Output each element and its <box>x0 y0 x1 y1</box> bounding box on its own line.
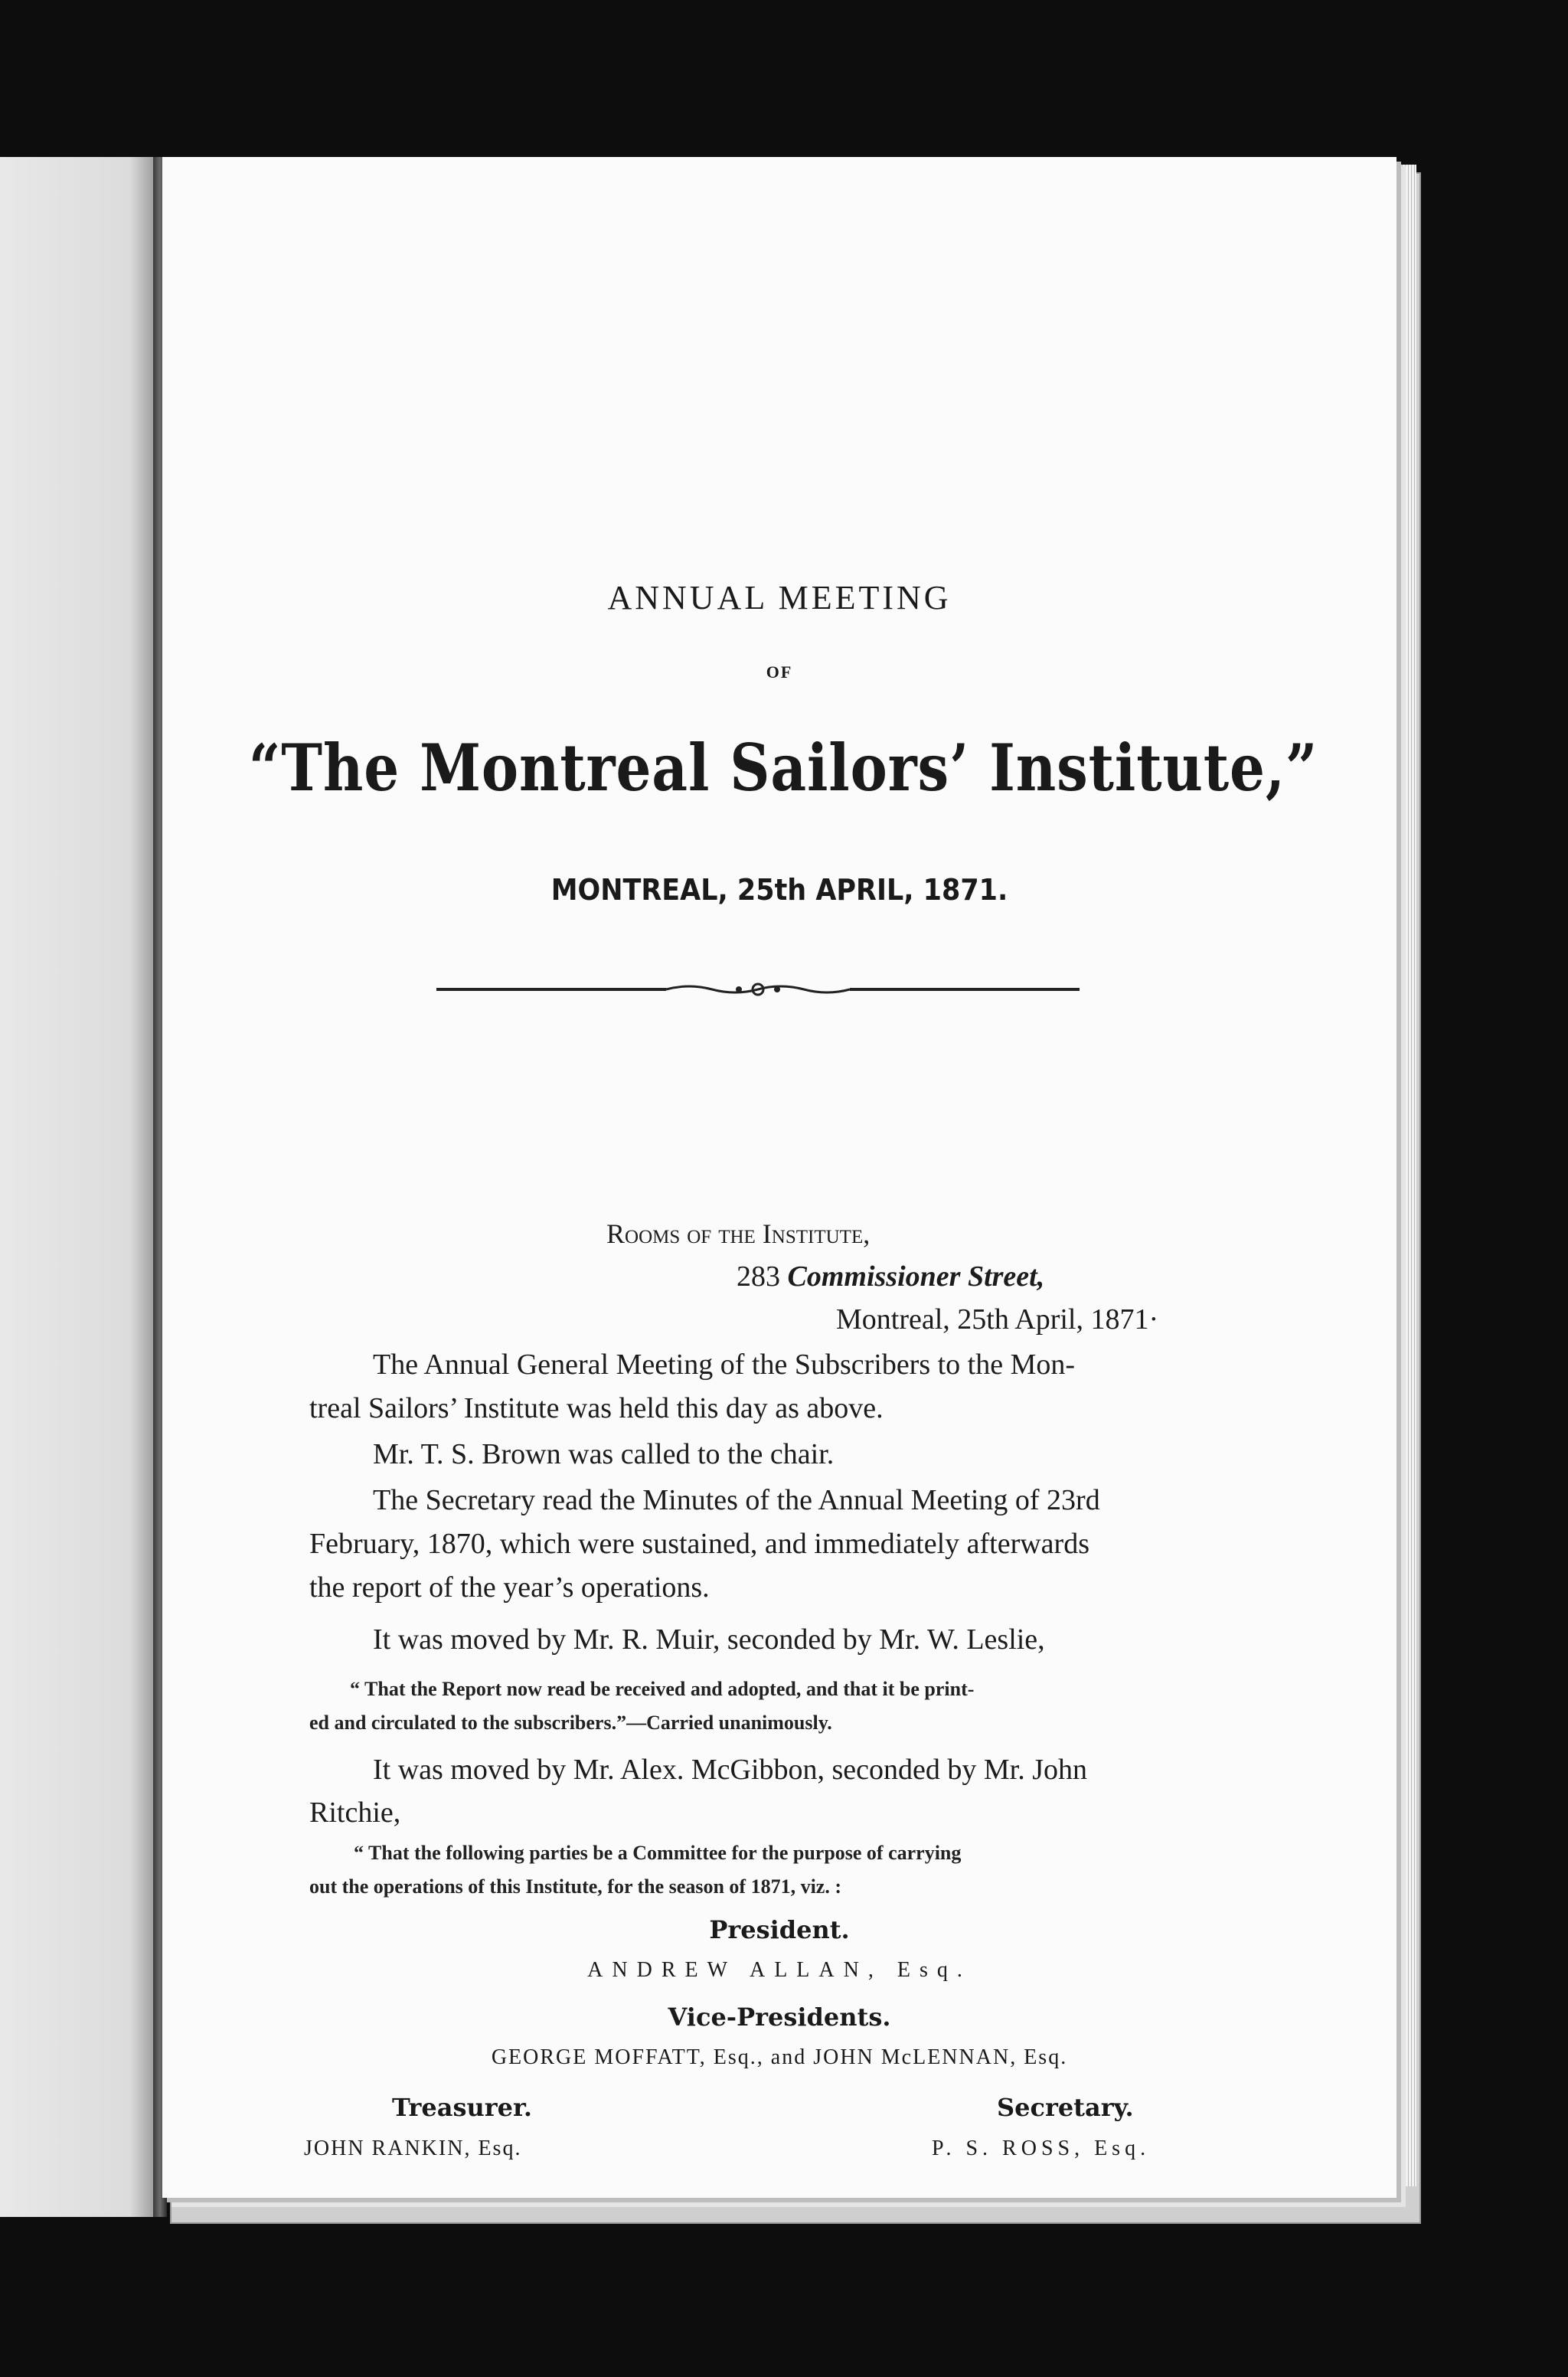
paragraph-1-line-2: treal Sailors’ Institute was held this day as above. <box>309 1392 884 1424</box>
address-line-3: Montreal, 25th April, 1871· <box>836 1303 1159 1336</box>
title-of: OF <box>766 662 793 682</box>
dateline: MONTREAL, 25th APRIL, 1871. <box>550 873 1008 907</box>
paragraph-5-line-1: It was moved by Mr. Alex. McGibbon, seconded by Mr. John <box>373 1754 1088 1786</box>
vice-presidents-heading: Vice-Presidents. <box>668 2003 891 2032</box>
paragraph-3-line-3: the report of the year’s operations. <box>309 1571 710 1604</box>
paragraph-3-line-1: The Secretary read the Minutes of the Annual Meeting of 23rd <box>373 1484 1100 1516</box>
paragraph-2: Mr. T. S. Brown was called to the chair. <box>373 1438 835 1470</box>
paragraph-4: It was moved by Mr. R. Muir, seconded by Mr. W. Leslie, <box>373 1623 1045 1656</box>
treasurer-heading: Treasurer. <box>392 2093 532 2122</box>
page-edges <box>1396 165 1416 2186</box>
quote-1-line-1: “ That the Report now read be received and adopted, and that it be print- <box>350 1678 975 1700</box>
address-street: Commissioner Street, <box>787 1260 1045 1293</box>
ornamental-rule-icon <box>436 982 1080 997</box>
president-name: ANDREW ALLAN, Esq. <box>587 1958 972 1982</box>
document-page <box>162 157 1396 2198</box>
paragraph-5-line-2: Ritchie, <box>309 1797 401 1829</box>
treasurer-name: JOHN RANKIN, Esq. <box>304 2137 522 2160</box>
institute-title: “The Montreal Sailors’ Institute,” <box>248 730 1318 806</box>
address-line-1: Rooms of the Institute, <box>606 1218 871 1249</box>
president-heading: President. <box>709 1915 850 1944</box>
vice-presidents-names: GEORGE MOFFATT, Esq., and JOHN McLENNAN, Esq. <box>491 2045 1068 2069</box>
secretary-heading: Secretary. <box>997 2093 1134 2122</box>
quote-2-line-1: “ That the following parties be a Committee for the purpose of carrying <box>354 1842 962 1864</box>
address-number: 283 <box>737 1260 780 1293</box>
secretary-name: P. S. ROSS, Esq. <box>932 2137 1151 2160</box>
paragraph-3-line-2: February, 1870, which were sustained, and immediately afterwards <box>309 1528 1089 1560</box>
paragraph-1-line-1: The Annual General Meeting of the Subscribers to the Mon- <box>373 1349 1076 1381</box>
meeting-title: ANNUAL MEETING <box>607 579 952 616</box>
quote-1-line-2: ed and circulated to the subscribers.”—Carried unanimously. <box>309 1712 832 1734</box>
address-line-2 <box>737 1260 1044 1293</box>
quote-2-line-2: out the operations of this Institute, for the season of 1871, viz. : <box>309 1875 841 1898</box>
facing-page-edge <box>0 157 162 2217</box>
